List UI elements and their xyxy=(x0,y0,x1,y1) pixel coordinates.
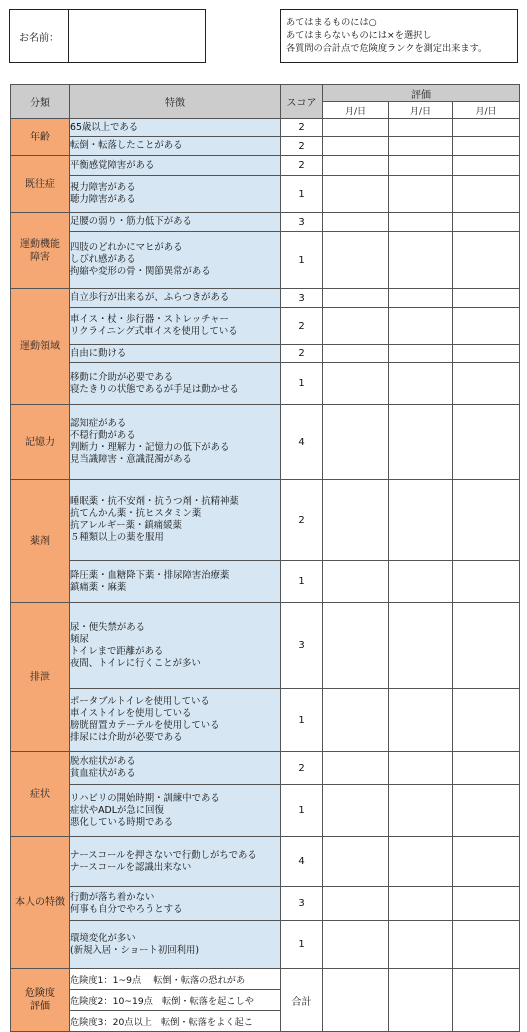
feature-text: 夜間、トイレに行くことが多い xyxy=(70,657,201,669)
score-cell: 1 xyxy=(281,689,323,752)
category-cell xyxy=(11,405,70,480)
category-cell xyxy=(11,603,70,752)
feature-text: 鎮痛薬・麻薬 xyxy=(70,581,127,593)
risk-category-cell xyxy=(11,969,70,1032)
evaluation-cell[interactable] xyxy=(453,176,520,213)
feature-cell xyxy=(70,156,281,176)
evaluation-cell[interactable] xyxy=(389,405,453,480)
evaluation-cell[interactable] xyxy=(389,480,453,561)
evaluation-cell[interactable] xyxy=(323,176,389,213)
risk-level-text: 危険度1：1~9点 転倒・転落の恐れがあ xyxy=(70,969,281,990)
category-cell xyxy=(11,119,70,156)
feature-text: 車イストイレを使用している xyxy=(70,708,192,719)
evaluation-cell[interactable] xyxy=(323,689,389,752)
feature-cell xyxy=(70,603,281,689)
feature-cell xyxy=(70,289,281,308)
instructions-box xyxy=(280,9,518,63)
feature-cell xyxy=(70,137,281,156)
instruction-line: 各質問の合計点で危険度ランクを測定出来ます。 xyxy=(286,43,488,54)
category-cell xyxy=(11,480,70,603)
table-row xyxy=(11,363,520,405)
table-row xyxy=(11,176,520,213)
feature-cell xyxy=(70,837,281,887)
category-label: 障害 xyxy=(30,251,50,263)
feature-text: 膀胱留置カテーテルを使用している xyxy=(70,720,220,731)
feature-cell xyxy=(70,561,281,603)
table-row xyxy=(11,480,520,561)
evaluation-cell[interactable] xyxy=(323,887,389,921)
feature-text: 視力障害がある xyxy=(70,182,136,193)
feature-text: 自立歩行が出来るが、ふらつきがある xyxy=(70,292,230,303)
feature-text: 行動が落ち着かない xyxy=(70,891,155,903)
evaluation-cell[interactable] xyxy=(389,119,453,137)
total-label: 合計 xyxy=(281,969,323,1032)
feature-cell xyxy=(70,213,281,232)
evaluation-cell[interactable] xyxy=(453,289,520,308)
evaluation-cell[interactable] xyxy=(453,119,520,137)
feature-text: ナースコールを押さないで行動しがちである xyxy=(70,849,257,861)
score-cell: 3 xyxy=(281,289,323,308)
score-cell: 2 xyxy=(281,480,323,561)
table-row xyxy=(11,119,520,137)
category-cell xyxy=(11,156,70,213)
category-label: 薬剤 xyxy=(30,535,50,547)
category-cell xyxy=(11,837,70,969)
evaluation-cell[interactable] xyxy=(389,308,453,345)
feature-text: 排尿には介助が必要である xyxy=(70,732,183,743)
evaluation-cell[interactable] xyxy=(389,176,453,213)
name-label: お名前： xyxy=(10,10,69,62)
table-row xyxy=(11,232,520,289)
risk-level-text: 危険度3：20点以上 転倒・転落をよく起こ xyxy=(70,1011,281,1032)
table-row xyxy=(11,921,520,969)
feature-text: 尿・便失禁がある xyxy=(70,621,146,633)
evaluation-cell[interactable] xyxy=(453,308,520,345)
evaluation-cell[interactable] xyxy=(323,921,389,969)
evaluation-cell[interactable] xyxy=(389,289,453,308)
evaluation-cell[interactable] xyxy=(453,837,520,887)
feature-text: 拘縮や変形の骨・関節異常がある xyxy=(70,266,211,277)
total-score-cell[interactable] xyxy=(389,969,453,1032)
feature-cell xyxy=(70,480,281,561)
feature-cell xyxy=(70,785,281,837)
name-box xyxy=(9,9,206,63)
table-row xyxy=(11,156,520,176)
evaluation-cell[interactable] xyxy=(323,837,389,887)
feature-text: 症状やADLが急に回復 xyxy=(70,804,164,816)
table-row xyxy=(11,137,520,156)
table-row xyxy=(11,689,520,752)
evaluation-cell[interactable] xyxy=(453,137,520,156)
feature-text: 降圧薬・血糖降下薬・排尿障害治療薬 xyxy=(70,569,230,581)
evaluation-cell[interactable] xyxy=(323,137,389,156)
table-row xyxy=(11,837,520,887)
table-row xyxy=(11,603,520,689)
feature-text: 貧血症状がある xyxy=(70,768,136,779)
feature-text: リハビリの開始時期・訓練中である xyxy=(70,792,220,804)
evaluation-cell[interactable] xyxy=(389,213,453,232)
header-category: 分類 xyxy=(11,85,70,119)
evaluation-cell[interactable] xyxy=(389,603,453,689)
category-label: 症状 xyxy=(30,788,50,800)
score-cell: 3 xyxy=(281,887,323,921)
evaluation-cell[interactable] xyxy=(453,232,520,289)
score-cell: 4 xyxy=(281,405,323,480)
category-label: 運動領域 xyxy=(20,341,60,352)
feature-cell xyxy=(70,921,281,969)
evaluation-cell[interactable] xyxy=(323,119,389,137)
evaluation-cell[interactable] xyxy=(389,785,453,837)
feature-text: ポータブルトイレを使用している xyxy=(70,696,210,707)
feature-text: 平衡感覚障害がある xyxy=(70,159,155,171)
evaluation-cell[interactable] xyxy=(389,363,453,405)
category-label: 排泄 xyxy=(30,671,50,683)
evaluation-cell[interactable] xyxy=(389,837,453,887)
instruction-line: あてはまるものには○ xyxy=(286,17,377,28)
feature-text: しびれ感がある xyxy=(70,254,136,265)
evaluation-cell[interactable] xyxy=(323,363,389,405)
feature-cell xyxy=(70,752,281,785)
evaluation-cell[interactable] xyxy=(389,232,453,289)
header-score: スコア xyxy=(281,85,323,119)
evaluation-cell[interactable] xyxy=(323,561,389,603)
evaluation-cell[interactable] xyxy=(323,289,389,308)
table-row xyxy=(11,887,520,921)
score-cell: 1 xyxy=(281,363,323,405)
evaluation-cell[interactable] xyxy=(389,561,453,603)
total-score-cell[interactable] xyxy=(323,969,389,1032)
category-cell xyxy=(11,752,70,837)
feature-text: 頻尿 xyxy=(70,633,89,645)
score-cell: 2 xyxy=(281,137,323,156)
evaluation-cell[interactable] xyxy=(323,156,389,176)
evaluation-cell[interactable] xyxy=(389,921,453,969)
evaluation-cell[interactable] xyxy=(389,137,453,156)
evaluation-cell[interactable] xyxy=(323,785,389,837)
evaluation-cell[interactable] xyxy=(453,405,520,480)
category-label: 運動機能 xyxy=(20,238,60,250)
feature-text: 何事も自分でやろうとする xyxy=(70,903,183,915)
table-row xyxy=(11,785,520,837)
feature-text: 65歳以上である xyxy=(70,121,139,133)
feature-text: 四肢のどれかにマヒがある xyxy=(70,242,183,253)
evaluation-cell[interactable] xyxy=(453,345,520,363)
name-field[interactable] xyxy=(69,10,205,62)
score-cell: 1 xyxy=(281,921,323,969)
feature-text: ナースコールを認識出来ない xyxy=(70,861,192,873)
evaluation-cell[interactable] xyxy=(389,887,453,921)
feature-text: 脱水症状がある xyxy=(70,756,136,767)
evaluation-cell[interactable] xyxy=(453,921,520,969)
feature-text: 車イス・杖・歩行器・ストレッチャー xyxy=(70,314,229,325)
feature-text: 聴力障害がある xyxy=(70,194,136,205)
table-row xyxy=(11,213,520,232)
evaluation-cell[interactable] xyxy=(453,480,520,561)
score-cell: 3 xyxy=(281,213,323,232)
feature-cell xyxy=(70,887,281,921)
category-label: 記憶力 xyxy=(25,436,55,448)
feature-text: ５種類以上の薬を服用 xyxy=(70,532,164,543)
evaluation-cell[interactable] xyxy=(453,752,520,785)
feature-cell xyxy=(70,405,281,480)
feature-text: トイレまで距離がある xyxy=(70,645,164,657)
score-cell: 2 xyxy=(281,345,323,363)
evaluation-cell[interactable] xyxy=(453,887,520,921)
feature-text: 足腰の弱り・筋力低下がある xyxy=(70,216,192,227)
header-eval: 評価 xyxy=(323,85,520,102)
feature-text: 移動に介助が必要である xyxy=(70,371,174,383)
feature-text: 転倒・転落したことがある xyxy=(70,140,183,151)
evaluation-cell[interactable] xyxy=(389,156,453,176)
score-cell: 2 xyxy=(281,119,323,137)
feature-cell xyxy=(70,689,281,752)
feature-text: 見当識障害・意識混濁がある xyxy=(70,454,192,465)
score-cell: 2 xyxy=(281,752,323,785)
score-cell: 2 xyxy=(281,308,323,345)
evaluation-cell[interactable] xyxy=(453,689,520,752)
score-cell: 1 xyxy=(281,561,323,603)
feature-text: 寝たきりの状態であるが手足は動かせる xyxy=(70,383,239,395)
evaluation-cell[interactable] xyxy=(453,785,520,837)
category-label: 既往症 xyxy=(25,178,55,190)
feature-text: 環境変化が多い xyxy=(70,932,136,944)
feature-cell xyxy=(70,345,281,363)
evaluation-cell[interactable] xyxy=(389,752,453,785)
feature-text: 睡眠薬・抗不安剤・抗うつ剤・抗精神薬 xyxy=(70,496,239,507)
total-score-cell[interactable] xyxy=(453,969,520,1032)
assessment-table xyxy=(10,84,520,1032)
evaluation-cell[interactable] xyxy=(323,345,389,363)
instruction-line: あてはまらないものには×を選択し xyxy=(286,30,432,41)
risk-category-label: 危険度 xyxy=(25,988,55,999)
feature-text: 判断力・理解力・記憶力の低下がある xyxy=(70,442,230,453)
feature-cell xyxy=(70,308,281,345)
score-cell: 3 xyxy=(281,603,323,689)
evaluation-cell[interactable] xyxy=(453,603,520,689)
score-cell: 1 xyxy=(281,232,323,289)
table-row xyxy=(11,561,520,603)
category-label: 年齢 xyxy=(30,131,50,143)
feature-text: 悪化している時期である xyxy=(70,816,174,828)
category-cell xyxy=(11,289,70,405)
evaluation-cell[interactable] xyxy=(389,689,453,752)
evaluation-cell[interactable] xyxy=(323,308,389,345)
feature-cell xyxy=(70,119,281,137)
evaluation-cell[interactable] xyxy=(389,345,453,363)
evaluation-cell[interactable] xyxy=(453,363,520,405)
feature-text: 抗てんかん薬・抗ヒスタミン薬 xyxy=(70,508,202,519)
feature-text: 自由に動ける xyxy=(70,347,127,359)
score-cell: 2 xyxy=(281,156,323,176)
risk-category-label: 評価 xyxy=(30,1001,50,1012)
date-header: 月/日 xyxy=(323,102,389,119)
date-header: 月/日 xyxy=(389,102,453,119)
risk-row xyxy=(11,969,520,990)
header-feature: 特徴 xyxy=(70,85,281,119)
risk-level-text: 危険度2：10~19点 転倒・転落を起こしや xyxy=(70,990,281,1011)
date-header: 月/日 xyxy=(453,102,520,119)
feature-text: 不穏行動がある xyxy=(70,430,136,441)
score-cell: 1 xyxy=(281,785,323,837)
table-row xyxy=(11,345,520,363)
table-row xyxy=(11,289,520,308)
evaluation-cell[interactable] xyxy=(323,232,389,289)
evaluation-cell[interactable] xyxy=(453,156,520,176)
evaluation-cell[interactable] xyxy=(323,480,389,561)
evaluation-cell[interactable] xyxy=(323,603,389,689)
category-label: 本人の特徴 xyxy=(15,897,65,908)
feature-cell xyxy=(70,363,281,405)
table-row xyxy=(11,405,520,480)
feature-text: 抗アレルギー薬・鎮痛緩薬 xyxy=(70,520,182,531)
evaluation-cell[interactable] xyxy=(453,561,520,603)
feature-text: (新規入居・ショート初回利用) xyxy=(70,944,200,956)
table-body xyxy=(11,119,520,1032)
evaluation-cell[interactable] xyxy=(323,405,389,480)
table-row xyxy=(11,752,520,785)
evaluation-cell[interactable] xyxy=(323,752,389,785)
feature-cell xyxy=(70,176,281,213)
feature-cell xyxy=(70,232,281,289)
score-cell: 1 xyxy=(281,176,323,213)
table-row xyxy=(11,308,520,345)
score-cell: 4 xyxy=(281,837,323,887)
category-cell xyxy=(11,213,70,289)
evaluation-cell[interactable] xyxy=(453,213,520,232)
feature-text: リクライニング式車イスを使用している xyxy=(70,326,238,337)
feature-text: 認知症がある xyxy=(70,418,127,429)
evaluation-cell[interactable] xyxy=(323,213,389,232)
